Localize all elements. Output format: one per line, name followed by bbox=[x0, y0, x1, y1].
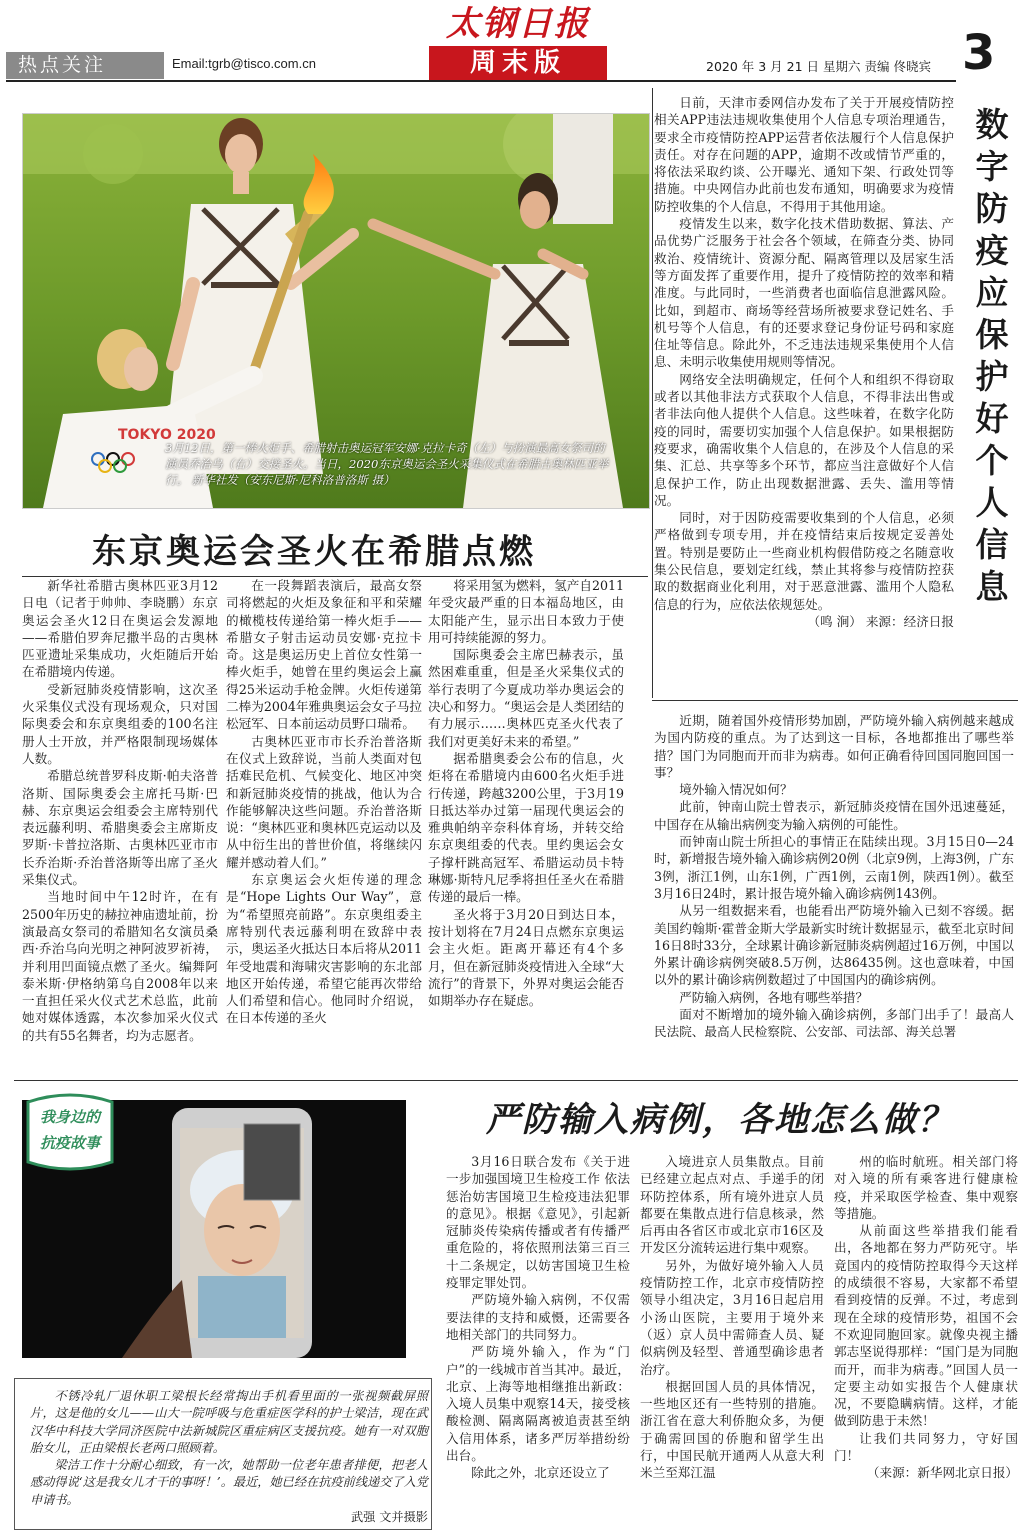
svg-text:TOKYO 2020: TOKYO 2020 bbox=[118, 427, 216, 443]
paragraph: 新华社希腊古奥林匹亚3月12日电（记者于帅帅、李晓鹏）东京奥运会圣火12日在奥运会发源地——希腊伯罗奔尼撒半岛的古奥林匹亚遗址采集成功，火炬随后开始在希腊境内传递。 bbox=[22, 578, 218, 680]
paragraph: 根据回国人员的具体情况，一些地区还有一些特别的措施。浙江省在意大利侨胞众多，为便于确需回国的侨胞和留学生出行，中国民航开通两人从意大利米兰至郑江温 bbox=[640, 1378, 824, 1481]
imports-intro bbox=[654, 712, 1014, 1041]
subheading: 境外输入情况如何？ bbox=[679, 782, 793, 798]
paragraph: 网络安全法明确规定，任何个人和组织不得窃取或者以其他非法方式获取个人信息，不得非法出售或者非法向他人提供个人信息。这些味着，在数字化防疫的同时，需要切实加强个人信息保护。如果根据防疫要求，确需收集个人信息的，在涉及个人信息的采集、汇总、共享等多个环节，都应当注意做好个人信息保护工作，防止出现数据泄露、丢失、滥用等情况。 bbox=[654, 371, 954, 508]
caption-credit: 武强 文并摄影 bbox=[351, 1510, 428, 1525]
paragraph: 当地时间中午12时许，在有2500年历史的赫拉神庙遗址前，扮演最高女祭司的希腊知名女演员桑西·乔治乌向光明之神阿波罗祈祷，并利用凹面镜点燃了圣火。编舞阿泰米斯·伊格纳第乌自2008年以来一直担任采火仪式艺术总监，此前她对媒体透露，本次参加采火仪式的共有55名舞者，均为志愿者。 bbox=[22, 889, 218, 1043]
imports-column-2 bbox=[640, 1153, 824, 1482]
paragraph: 日前，天津市委网信办发布了关于开展疫情防控相关APP违法违规收集使用个人信息专项治理通告，要求全市疫情防控APP运营者依法履行个人信息保护责任。对存在问题的APP，逾期不改或情节严重的，将依法采取约谈、公开曝光、通知下架、行政处罚等措施。中央网信办此前也发布通知，明确要求为疫情防控收集的个人信息，不得用于其他用途。 bbox=[654, 95, 954, 214]
paragraph: 除此之外，北京还设立了 bbox=[471, 1465, 610, 1481]
paragraph: 从另一组数据来看，也能看出严防境外输入已刻不容缓。据美国约翰斯·霍普金斯大学最新实时统计数据显示，截至北京时间16日8时33分，全球累计确诊新冠肺炎病例超过16万例，中国以外累计确诊病例突破8.5万例，达86435例。这也意味着，中国以外的累计确诊病例数超过了中国国内的确诊病例。 bbox=[654, 903, 1014, 988]
story-stamp-text: 我身边的抗疫故事 bbox=[39, 1108, 100, 1152]
nurse-caption bbox=[30, 1388, 428, 1526]
torch-photo-caption: 3月12日，第一棒火炬手、希腊射击奥运冠军安娜·克拉卡奇（左）与扮演最高女祭司的演员乔治乌（右）交接圣火。当日，2020东京奥运会圣火采集仪式在希腊古奥林匹亚举行。 新华社发（安东尼斯·尼科洛普洛斯 摄） bbox=[165, 441, 609, 487]
paragraph: 在一段舞蹈表演后，最高女祭司将燃起的火炬及象征和平和荣耀的橄榄枝传递给第一棒火炬手——希腊女子射击运动员安娜·克拉卡奇。这是奥运历史上首位女性第一棒火炬手，她曾在里约奥运会上赢得25米运动手枪金牌。火炬传递第二棒为2004年雅典奥运会女子马拉松冠军、日本前运动员野口瑞希。 bbox=[226, 578, 422, 732]
email-address: Email:tgrb@tisco.com.cn bbox=[172, 56, 316, 71]
olympic-column-2 bbox=[226, 577, 422, 1027]
masthead bbox=[420, 4, 616, 80]
paragraph: 古奥林匹亚市市长乔治普洛斯在仪式上致辞说，当前人类面对包括难民危机、气候变化、地区冲突和新冠肺炎疫情的挑战，他认为合作能够解决这些问题。乔治普洛斯说：“奥林匹亚和奥林匹克运动以及从中衍生出的普世价值，将继续闪耀并感动着人们。” bbox=[226, 733, 422, 870]
header-rule bbox=[6, 80, 956, 82]
paragraph: 入境进京人员集散点。目前已经建立起点对点、手递手的闭环防控体系，所有境外进京人员都要在集散点进行信息核录，然后再由各省区市或北京市16区及开发区分流转运进行集中观察。 bbox=[640, 1154, 824, 1256]
imports-headline: 严防输入病例，各地怎么做？ bbox=[486, 1100, 954, 1140]
paragraph: 据希腊奥委会公布的信息，火炬将在希腊境内由600名火炬手进行传递，跨越3200公里，于3月19日抵达举办过第一届现代奥运会的雅典帕纳辛奈科体育场，并转交给东京奥组委的代表。里约奥运会女子撑杆跳高冠军、希腊运动员卡特琳娜·斯特凡尼季将担任圣火在希腊传递的最后一棒。 bbox=[428, 750, 624, 905]
paragraph: 让我们共同努力，守好国门！ bbox=[834, 1430, 1018, 1464]
paragraph: 州的临时航班。相关部门将对入境的所有乘客进行健康检疫，并采取医学检查、集中观察等措施。 bbox=[834, 1154, 1018, 1221]
imports-source: （来源：新华网北京日报） bbox=[866, 1465, 1018, 1481]
column-divider bbox=[652, 88, 653, 698]
paragraph: 希腊总统普罗科皮斯·帕夫洛普洛斯、国际奥委会主席托马斯·巴赫、东京奥运会组委会主席特别代表远藤利明、希腊奥委会主席斯皮罗斯·卡普拉洛斯、古奥林匹亚市市长乔治斯·乔治普洛斯等出席了圣火采集仪式。 bbox=[22, 768, 218, 888]
olympic-column-3 bbox=[428, 577, 624, 1009]
olympic-column-1 bbox=[22, 577, 218, 1044]
imports-column-3 bbox=[834, 1153, 1018, 1482]
section-label: 热点关注 bbox=[6, 52, 164, 79]
paragraph: 东京奥运会火炬传递的理念是“Hope Lights Our Way”，意为“希望照亮前路”。东京奥组委主席特别代表远藤利明在致辞中表示，奥运圣火抵达日本后将从2011年受地震和海啸灾害影响的东北部地区开始传递，希望它能再次带给人们希望和信心。他同时介绍说，在日本传递的圣火 bbox=[226, 872, 422, 1026]
paragraph: 圣火将于3月20日到达日本，按计划将在7月24日点燃东京奥运会主火炬。距离开幕还有4个多月，但在新冠肺炎疫情进入全球“大流行”的背景下，外界对奥运会能否如期举办存在疑虑。 bbox=[428, 906, 624, 1009]
paragraph: 将采用氢为燃料，氢产自2011年受灾最严重的日本福岛地区，由太阳能产生，显示出日本致力于使用可持续能源的努力。 bbox=[428, 578, 624, 645]
paragraph: 同时，对于因防疫需要收集到的个人信息，必须严格做到专项专用，并在疫情结束后按规定妥善处置。特别是要防止一些商业机构假借防疫之名随意收集公民信息，要划定红线，禁止其将参与疫情防控获取的数据商业化利用，对于恶意泄露、滥用个人隐私信息的行为，应依法依规惩处。 bbox=[654, 510, 954, 612]
privacy-signature: （鸣 涧） 来源：经济日报 bbox=[807, 613, 954, 629]
paragraph: 国际奥委会主席巴赫表示，虽然困难重重，但是圣火采集仪式的举行表明了今夏成功举办奥运会的决心和努力。“奥运会是人类团结的有力展示……奥林匹克圣火代表了我们对更美好未来的希望。” bbox=[428, 647, 624, 749]
masthead-edition: 周末版 bbox=[429, 46, 607, 80]
caption-paragraph: 梁洁工作十分耐心细致，有一次，她帮助一位老年患者排便，把老人感动得说‘这是我女儿才干的事呀！’。最近，她已经在抗疫前线递交了入党申请书。 bbox=[30, 1458, 428, 1507]
privacy-article-body bbox=[654, 94, 954, 630]
paragraph: 从前面这些举措我们能看出，各地都在努力严防死守。毕竟国内的疫情防控取得今天这样的成绩很不容易，大家都不希望看到疫情的反弹。不过，考虑到现在全球的疫情形势，祖国不会不欢迎同胞回家。就像央视主播郭志坚说得那样：“国门是为同胞而开，而非为病毒。”回国人员一定要主动如实报告个人健康状况，不要隐瞒病情。这样，才能做到防患于未然！ bbox=[834, 1223, 1018, 1429]
caption-paragraph: 不锈冷轧厂退休职工梁根长经常掏出手机看里面的一张视频截屏照片，这是他的女儿——山大一院呼吸与危重症医学科的护士梁洁，现在武汉华中科技大学同济医院中法新城院区重症病区支援抗疫。她有一对双胞胎女儿，正由梁根长老两口照顾着。 bbox=[30, 1389, 428, 1455]
paragraph: 另外，为做好境外输入人员疫情防控工作，北京市疫情防控领导小组决定，3月16日起启用小汤山医院，主要用于境外来（返）京人员中需筛查人员、疑似病例及轻型、普通型确诊患者治疗。 bbox=[640, 1257, 824, 1377]
lower-section-rule bbox=[14, 1080, 1018, 1081]
olympic-headline: 东京奥运会圣火在希腊点燃 bbox=[92, 532, 536, 572]
paragraph: 受新冠肺炎疫情影响，这次圣火采集仪式没有现场观众，只对国际奥委会和东京奥组委的100名注册人士开放，并严格限制现场媒体人数。 bbox=[22, 681, 218, 766]
paragraph: 而钟南山院士所担心的事情正在陆续出现。3月15日0—24时，新增报告境外输入确诊病例20例（北京9例，上海3例，广东3例，浙江1例，山东1例，广西1例，云南1例，陕西1例）。截至3月16日24时，累计报告境外输入确诊病例143例。 bbox=[654, 834, 1014, 901]
page-number: 3 bbox=[962, 25, 996, 81]
masthead-name: 太钢日报 bbox=[446, 4, 590, 44]
story-stamp bbox=[22, 1092, 118, 1172]
paragraph: 疫情发生以来，数字化技术借助数据、算法、产品优势广泛服务于社会各个领域，在筛查分类、协同救治、疫情统计、资源分配、隔离管理以及居家生活等方面发挥了重要作用，提升了疫情防控的效率和精准度。与此同时，一些消费者也面临信息泄露风险。比如，到超市、商场等经营场所被要求登记姓名、手机号等个人信息，有的还要求登记身份证号码和家庭住址等信息。除此外，不乏违法违规采集使用个人信息、未明示收集使用规则等情况。 bbox=[654, 216, 954, 370]
paragraph: 此前，钟南山院士曾表示，新冠肺炎疫情在国外迅速蔓延，中国存在从输出病例变为输入病例的可能性。 bbox=[654, 799, 1014, 832]
date-line: 2020 年 3 月 21 日 星期六 责编 佟晓宾 bbox=[706, 59, 931, 74]
paragraph: 严防境外输入病例，不仅需要法律的支持和威慑，还需要各地相关部门的共同努力。 bbox=[446, 1292, 630, 1342]
paragraph: 严防境外输入，作为“门户”的一线城市首当其冲。最近，北京、上海等地相继推出新政：入境人员集中观察14天，接受核酸检测、隔离隔离被追责甚至纳入信用体系，诸多严厉举措纷纷出台。 bbox=[446, 1344, 630, 1464]
privacy-headline: 数字防疫应保护好个人信息 bbox=[975, 105, 1009, 606]
subheading: 严防输入病例，各地有哪些举措？ bbox=[679, 989, 869, 1005]
section-rule bbox=[652, 700, 1018, 701]
paragraph: 面对不断增加的境外输入确诊病例，多部门出手了！最高人民法院、最高人民检察院、公安部、司法部、海关总署 bbox=[654, 1007, 1014, 1040]
paragraph: 近期，随着国外疫情形势加剧，严防境外输入病例越来越成为国内防疫的重点。为了达到这一目标，各地都推出了哪些举措？国门为同胞而开而非为病毒。如何正确看待回国同胞回国一事？ bbox=[654, 713, 1014, 780]
imports-column-1 bbox=[446, 1153, 630, 1482]
paragraph: 3月16日联合发布《关于进一步加强国境卫生检疫工作 依法惩治妨害国境卫生检疫违法犯罪的意见》。根据《意见》，引起新冠肺炎传染病传播或者有传播严重危险的，将依照刑法第三百三十二条规定，以妨害国境卫生检疫罪定罪处罚。 bbox=[446, 1154, 630, 1291]
